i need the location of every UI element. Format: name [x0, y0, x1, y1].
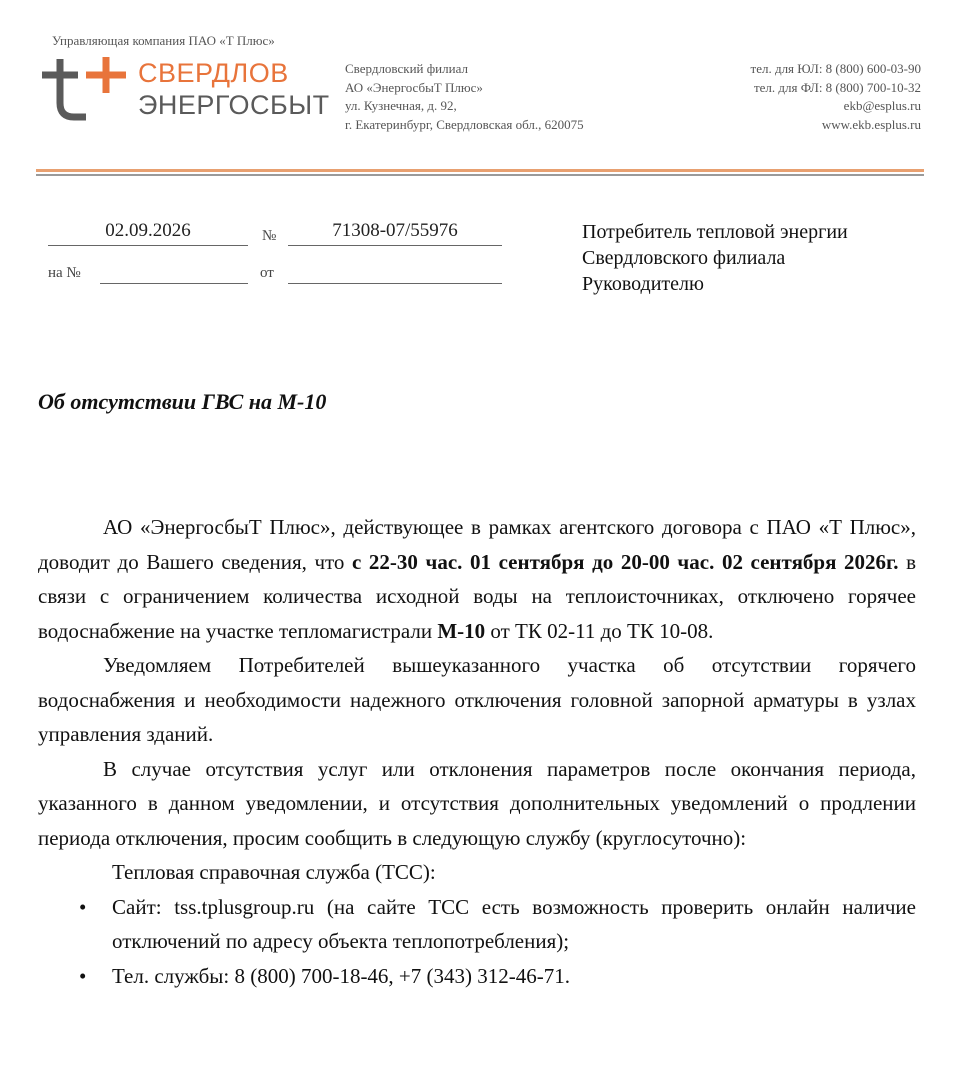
- contact-website: www.ekb.esplus.ru: [821, 116, 921, 132]
- reply-underline: [100, 282, 248, 284]
- addressee-line: Руководителю: [582, 273, 704, 295]
- list-item: [38, 959, 916, 994]
- paragraph-1-text-a: АО «ЭнергосбыТ Плюс», действующее в рамках агентского договора с ПАО «Т Плюс», доводит до Вашего сведения, что: [38, 515, 916, 574]
- bullet-icon: •: [79, 963, 87, 988]
- paragraph-1: [38, 510, 916, 648]
- branch-line: АО «ЭнергосбыТ Плюс»: [345, 79, 483, 95]
- header-divider-orange: [36, 169, 924, 172]
- contact-info: [751, 60, 921, 134]
- paragraph-3: В случае отсутствия услуг или отклонения параметров после окончания периода, указанного в данном уведомлении, и отсутствия дополнительных уведомлений о продлении периода отключения, просим сообщить в следующую службу (круглосуточно):: [38, 756, 916, 850]
- logo-wordmark-line2: ЭНЕРГОСБЫТ: [138, 90, 330, 120]
- from-underline: [288, 282, 502, 284]
- pipeline-name: М-10: [437, 618, 486, 643]
- addressee-line: Свердловского филиала: [582, 247, 786, 269]
- branch-line: г. Екатеринбург, Свердловская обл., 620075: [345, 116, 584, 132]
- from-label: от: [260, 265, 274, 281]
- letter-number: 71308-07/55976: [332, 220, 458, 241]
- contact-line: тел. для ЮЛ: 8 (800) 600-03-90: [750, 61, 921, 76]
- branch-address: [345, 60, 584, 134]
- branch-line: Свердловский филиал: [345, 61, 468, 76]
- paragraph-2: Уведомляем Потребителей вышеуказанного участка об отсутствии горячего водоснабжения и необходимости надежного отключения головной запорной арматуры в узлах управления зданий.: [38, 653, 916, 746]
- letter-subject: Об отсутствии ГВС на М-10: [38, 389, 327, 414]
- contact-line: тел. для ФЛ: 8 (800) 700-10-32: [753, 79, 921, 95]
- paragraph-1-text-c: от ТК 02-11 до ТК 10-08.: [485, 618, 714, 643]
- bullet-icon: •: [79, 894, 87, 919]
- letter-body: [38, 510, 916, 993]
- logo-wordmark-line1: СВЕРДЛОВ: [138, 58, 289, 88]
- outage-period: с 22-30 час. 01 сентября до 20-00 час. 02 сентября 2026г.: [352, 549, 899, 574]
- header-divider-gray: [36, 174, 924, 176]
- letter-date: 02.09.2026: [105, 220, 191, 241]
- reply-to-label: на №: [48, 265, 81, 281]
- number-label: №: [262, 228, 277, 244]
- addressee-line: Потребитель тепловой энергии: [582, 221, 848, 243]
- contact-email: ekb@esplus.ru: [843, 98, 921, 113]
- list-item-text: Сайт: tss.tplusgroup.ru (на сайте ТСС есть возможность проверить онлайн наличие отключений по адресу объекта теплопотребления);: [112, 894, 916, 953]
- paragraph-1-text-b: в связи с ограничением количества исходной воды на теплоисточниках, отключено горячее водоснабжение на участке тепломагистрали: [38, 549, 916, 643]
- parent-company-caption: Управляющая компания ПАО «Т Плюс»: [52, 33, 275, 48]
- t-plus-logo-icon: [40, 55, 132, 125]
- date-underline: [48, 244, 248, 246]
- company-logo: [40, 55, 330, 125]
- list-item: [38, 890, 916, 959]
- addressee-block: [582, 219, 848, 297]
- service-contacts-list: [38, 890, 916, 994]
- service-title: Тепловая справочная служба (ТСС):: [112, 860, 436, 884]
- branch-line: ул. Кузнечная, д. 92,: [345, 98, 457, 113]
- number-underline: [288, 244, 502, 246]
- list-item-text: Тел. службы: 8 (800) 700-18-46, +7 (343) 312-46-71.: [112, 963, 571, 988]
